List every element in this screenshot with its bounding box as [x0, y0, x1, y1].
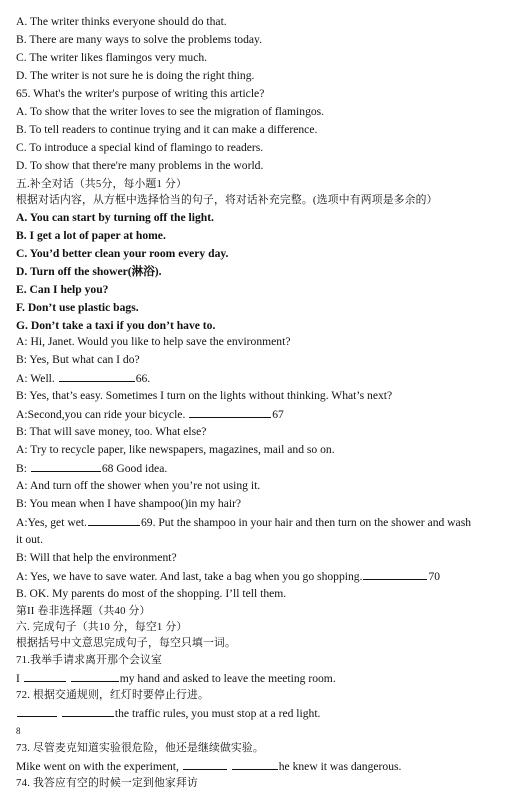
option-a: A. You can start by turning off the light.: [16, 211, 214, 224]
q65-question: 65. What's the writer's purpose of writing this article?: [16, 87, 265, 100]
section5-heading: 五.补全对话（共5分，每小题1 分）: [16, 178, 187, 190]
option-d: D. Turn off the shower(淋浴).: [16, 265, 162, 278]
sentence-text: I: [16, 672, 20, 685]
q73-sentence: [16, 758, 519, 775]
dialogue-text: B:: [16, 462, 27, 475]
answer-blank[interactable]: [71, 670, 119, 682]
sentence-text: the traffic rules, you must stop at a red light.: [114, 707, 321, 720]
q72-chinese: 72. 根据交通规则，红灯时要停止行进。: [16, 689, 209, 701]
dialogue-text: 69. Put the shampoo in your hair and then turn on the shower and wash: [140, 516, 472, 529]
answer-blank-69[interactable]: [88, 514, 140, 526]
answer-blank[interactable]: [62, 705, 114, 717]
option-g: G. Don’t take a taxi if you don’t have to.: [16, 319, 216, 332]
q71-sentence: [16, 670, 519, 687]
q64-option-b: B. There are many ways to solve the problems today.: [16, 33, 262, 46]
q73-chinese: 73. 尽管麦克知道实验很危险，他还是继续做实验。: [16, 742, 264, 754]
dialogue-line: A: Hi, Janet. Would you like to help save the environment?: [16, 335, 291, 348]
q65-option-c: C. To introduce a special kind of flamingo to readers.: [16, 141, 264, 154]
answer-blank[interactable]: [24, 670, 66, 682]
sentence-text: Mike went on with the experiment,: [16, 760, 179, 773]
blank-number: 67: [272, 408, 284, 421]
answer-blank-66[interactable]: [59, 370, 135, 382]
dialogue-line: B: That will save money, too. What else?: [16, 425, 207, 438]
dialogue-line: B: Yes, that’s easy. Sometimes I turn on the lights without thinking. What’s next?: [16, 389, 393, 402]
blank-number: 66.: [135, 372, 151, 385]
answer-blank-68[interactable]: [31, 460, 101, 472]
dialogue-line: B: Yes, But what can I do?: [16, 353, 140, 366]
sentence-text: he knew it was dangerous.: [278, 760, 402, 773]
dialogue-text: A:Second,you can ride your bicycle.: [16, 408, 186, 421]
q65-option-d: D. To show that there're many problems in the world.: [16, 159, 264, 172]
q71-chinese: 71.我举手请求离开那个会议室: [16, 654, 163, 666]
dialogue-text: A: Yes, we have to save water. And last, take a bag when you go shopping.: [16, 570, 363, 583]
blank-number: 70: [428, 570, 441, 583]
dialogue-line: [16, 460, 519, 477]
answer-blank[interactable]: [17, 705, 57, 717]
q64-option-d: D. The writer is not sure he is doing the right thing.: [16, 69, 255, 82]
dialogue-line: A: Try to recycle paper, like newspapers, magazines, mail and so on.: [16, 443, 335, 456]
q64-option-a: A. The writer thinks everyone should do that.: [16, 15, 227, 28]
dialogue-line: [16, 514, 519, 531]
blank-number: 68 Good idea.: [101, 462, 168, 475]
option-f: F. Don’t use plastic bags.: [16, 301, 139, 314]
dialogue-line: [16, 568, 519, 585]
answer-blank[interactable]: [183, 758, 227, 770]
q72-sentence: [16, 705, 519, 722]
section6-instruction: 根据括号中文意思完成句子，每空只填一词。: [16, 637, 236, 649]
section5-instruction: 根据对话内容，从方框中选择恰当的句子，将对话补充完整。(选项中有两项是多余的）: [16, 194, 438, 206]
dialogue-line: it out.: [16, 533, 44, 546]
answer-blank-67[interactable]: [189, 406, 271, 418]
section6-heading: 六. 完成句子（共10 分，每空1 分）: [16, 621, 188, 633]
dialogue-line: B. OK. My parents do most of the shopping. I’ll tell them.: [16, 587, 287, 600]
q65-option-b: B. To tell readers to continue trying and it can make a difference.: [16, 123, 318, 136]
dialogue-line: [16, 406, 519, 423]
part2-heading: 第II 卷非选择题（共40 分）: [16, 605, 151, 617]
dialogue-line: B: Will that help the environment?: [16, 551, 177, 564]
option-c: C. You’d better clean your room every day.: [16, 247, 229, 260]
dialogue-line: B: You mean when I have shampoo()in my hair?: [16, 497, 242, 510]
q65-option-a: A. To show that the writer loves to see the migration of flamingos.: [16, 105, 325, 118]
q74-chinese: 74. 我答应有空的时候一定到他家拜访: [16, 777, 198, 789]
dialogue-text: A: Well.: [16, 372, 55, 385]
q64-option-c: C. The writer likes flamingos very much.: [16, 51, 208, 64]
page-number: 8: [16, 726, 21, 736]
answer-blank[interactable]: [232, 758, 278, 770]
sentence-text: my hand and asked to leave the meeting room.: [119, 672, 336, 685]
dialogue-text: A:Yes, get wet.: [16, 516, 87, 529]
dialogue-line: [16, 370, 519, 387]
option-b: B. I get a lot of paper at home.: [16, 229, 166, 242]
dialogue-line: A: And turn off the shower when you’re not using it.: [16, 479, 261, 492]
option-e: E. Can I help you?: [16, 283, 109, 296]
answer-blank-70[interactable]: [363, 568, 427, 580]
